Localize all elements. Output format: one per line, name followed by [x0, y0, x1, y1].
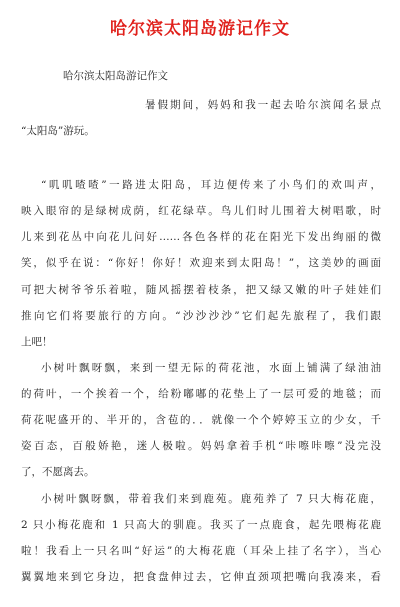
paragraph-line: 小树叶飘呀飘，来到一望无际的荷花池，水面上铺满了绿油油 [41, 362, 381, 374]
document-title: 哈尔滨太阳岛游记作文 [110, 19, 290, 39]
paragraph-line: 小树叶飘呀飘，带着我们来到鹿苑。鹿苑养了 7 只大梅花鹿， [41, 493, 381, 505]
paragraph-line: “叽叽喳喳”一路进太阳岛，耳边便传来了小鸟们的欢叫声， [41, 179, 381, 191]
paragraph-line: 了，不愿离去。 [21, 466, 95, 478]
paragraph-line: 可把大树爷爷乐着啦，随风摇摆着枝条，把又绿又嫩的叶子娃娃们 [21, 284, 381, 296]
intro-line: 暑假期间，妈妈和我一起去哈尔滨闻名景点 [145, 99, 381, 111]
paragraph-line: 儿来到花丛中向花儿问好……各色各样的花在阳光下发出绚丽的微 [21, 231, 381, 243]
paragraph-line: 的荷叶，一个挨着一个，给粉嘟嘟的花垫上了一层可爱的地毯；而 [21, 388, 381, 400]
intro-line: “太阳岛”游玩。 [21, 125, 95, 137]
paragraph-line: 荷花呢盛开的、半开的，含苞的．．就像一个个婷婷玉立的少女，千 [21, 414, 381, 426]
paragraph-line: 上吧！ [21, 336, 53, 348]
paragraph-line: 推向它们将要旅行的方向。“沙沙沙沙”它们起先旅程了，我们跟 [21, 310, 381, 322]
paragraph-line: 啦！我看上一只名叫“好运”的大梅花鹿（耳朵上挂了名字），当心 [21, 545, 381, 557]
paragraph-line: 2 只小梅花鹿和 1 只高大的驯鹿。我买了一点鹿食，起先喂梅花鹿 [21, 519, 381, 531]
document-subtitle: 哈尔滨太阳岛游记作文 [63, 70, 168, 82]
paragraph-line: 翼翼地来到它身边，把食盘伸过去，它伸直颈项把嘴向我凑来，看 [21, 571, 381, 583]
paragraph-line: 姿百态，百般娇艳，迷人极啦。妈妈拿着手机“咔嚓咔嚓”没完没 [21, 440, 381, 452]
paragraph-line: 映入眼帘的是绿树成荫，红花绿草。鸟儿们时儿围着大树唱歌，时 [21, 205, 381, 217]
paragraph-line: 笑，似乎在说：“你好！你好！欢迎来到太阳岛！”，这美妙的画面 [21, 257, 381, 269]
